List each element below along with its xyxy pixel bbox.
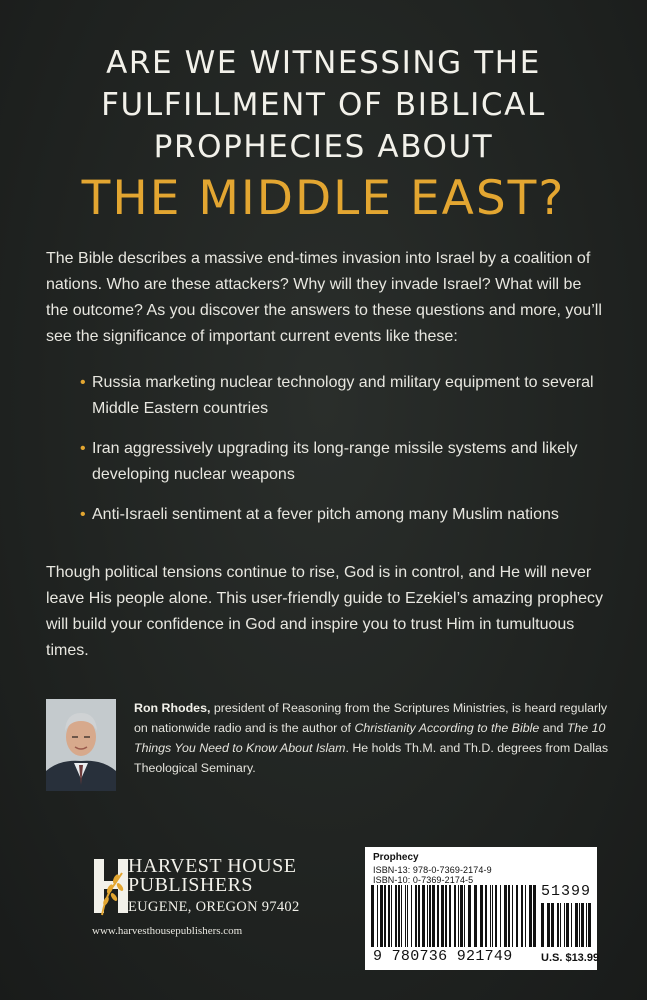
bullet-item bbox=[80, 436, 612, 488]
headline-line-2: FULFILLMENT OF BIBLICAL bbox=[101, 87, 546, 123]
book-title: Christianity According to the Bible bbox=[354, 721, 540, 735]
bullet-icon: • bbox=[80, 440, 86, 457]
author-name: Ron Rhodes, bbox=[134, 701, 211, 715]
publisher-city: EUGENE, OREGON 97402 bbox=[128, 899, 300, 915]
author-bio-text: . He holds Th.M. and Th.D. degrees from Dallas Theological Seminary. bbox=[134, 741, 609, 775]
headline-accent: THE MIDDLE EAST? bbox=[81, 171, 566, 226]
author-bio-text: and bbox=[539, 721, 567, 735]
bullet-icon: • bbox=[80, 374, 86, 391]
bullet-item bbox=[80, 370, 612, 422]
barcode-price: U.S. $13.99 bbox=[541, 952, 600, 964]
barcode-addon-bars-icon bbox=[541, 903, 593, 947]
barcode-category: Prophecy bbox=[373, 852, 419, 863]
headline bbox=[0, 42, 647, 228]
author-portrait-icon bbox=[46, 699, 116, 791]
bullet-text: Russia marketing nuclear technology and military equipment to several Middle Eastern countries bbox=[92, 374, 594, 417]
publisher-name-line-1: HARVEST HOUSE bbox=[128, 855, 297, 877]
bullet-list bbox=[80, 370, 612, 542]
author-bio-text: president of Reasoning from the Scriptures Ministries, is heard regularly on nationwide radio and is the author of bbox=[134, 701, 608, 735]
bullet-text: Anti-Israeli sentiment at a fever pitch among many Muslim nations bbox=[92, 506, 559, 523]
book-title: The 10 Things You Need to Know About Islam bbox=[134, 721, 606, 755]
bullet-icon: • bbox=[80, 506, 86, 523]
intro-paragraph: The Bible describes a massive end-times invasion into Israel by a coalition of nations. Who are these attackers? Why will they invade Israel? What will be the outcome? As you discover the answers to these questions and more, you’ll see the significance of important current events like these: bbox=[46, 250, 602, 345]
author-photo bbox=[46, 699, 116, 791]
headline-line-1: ARE WE WITNESSING THE bbox=[106, 45, 541, 81]
isbn-10: ISBN-10: 0-7369-2174-5 bbox=[373, 875, 474, 885]
bullet-item bbox=[80, 502, 612, 528]
barcode-label bbox=[365, 847, 600, 970]
author-bio bbox=[134, 698, 624, 778]
publisher-block bbox=[92, 855, 332, 945]
headline-line-3: PROPHECIES ABOUT bbox=[153, 129, 494, 165]
barcode-bars-icon bbox=[371, 885, 537, 947]
publisher-name bbox=[128, 857, 296, 895]
bullet-text: Iran aggressively upgrading its long-range missile systems and likely developing nuclear weapons bbox=[92, 440, 578, 483]
isbn-13: ISBN-13: 978-0-7369-2174-9 bbox=[373, 865, 492, 875]
publisher-url: www.harvesthousepublishers.com bbox=[92, 925, 243, 937]
closing-paragraph: Though political tensions continue to rise, God is in control, and He will never leave His people alone. This user-friendly guide to Ezekiel’s amazing prophecy will build your confidence in God and inspire you to trust Him in tumultuous times. bbox=[46, 564, 604, 659]
barcode-digits: 9 780736 921749 bbox=[373, 948, 513, 965]
barcode-addon-number: 51399 bbox=[541, 883, 592, 900]
publisher-name-line-2: PUBLISHERS bbox=[128, 874, 254, 896]
